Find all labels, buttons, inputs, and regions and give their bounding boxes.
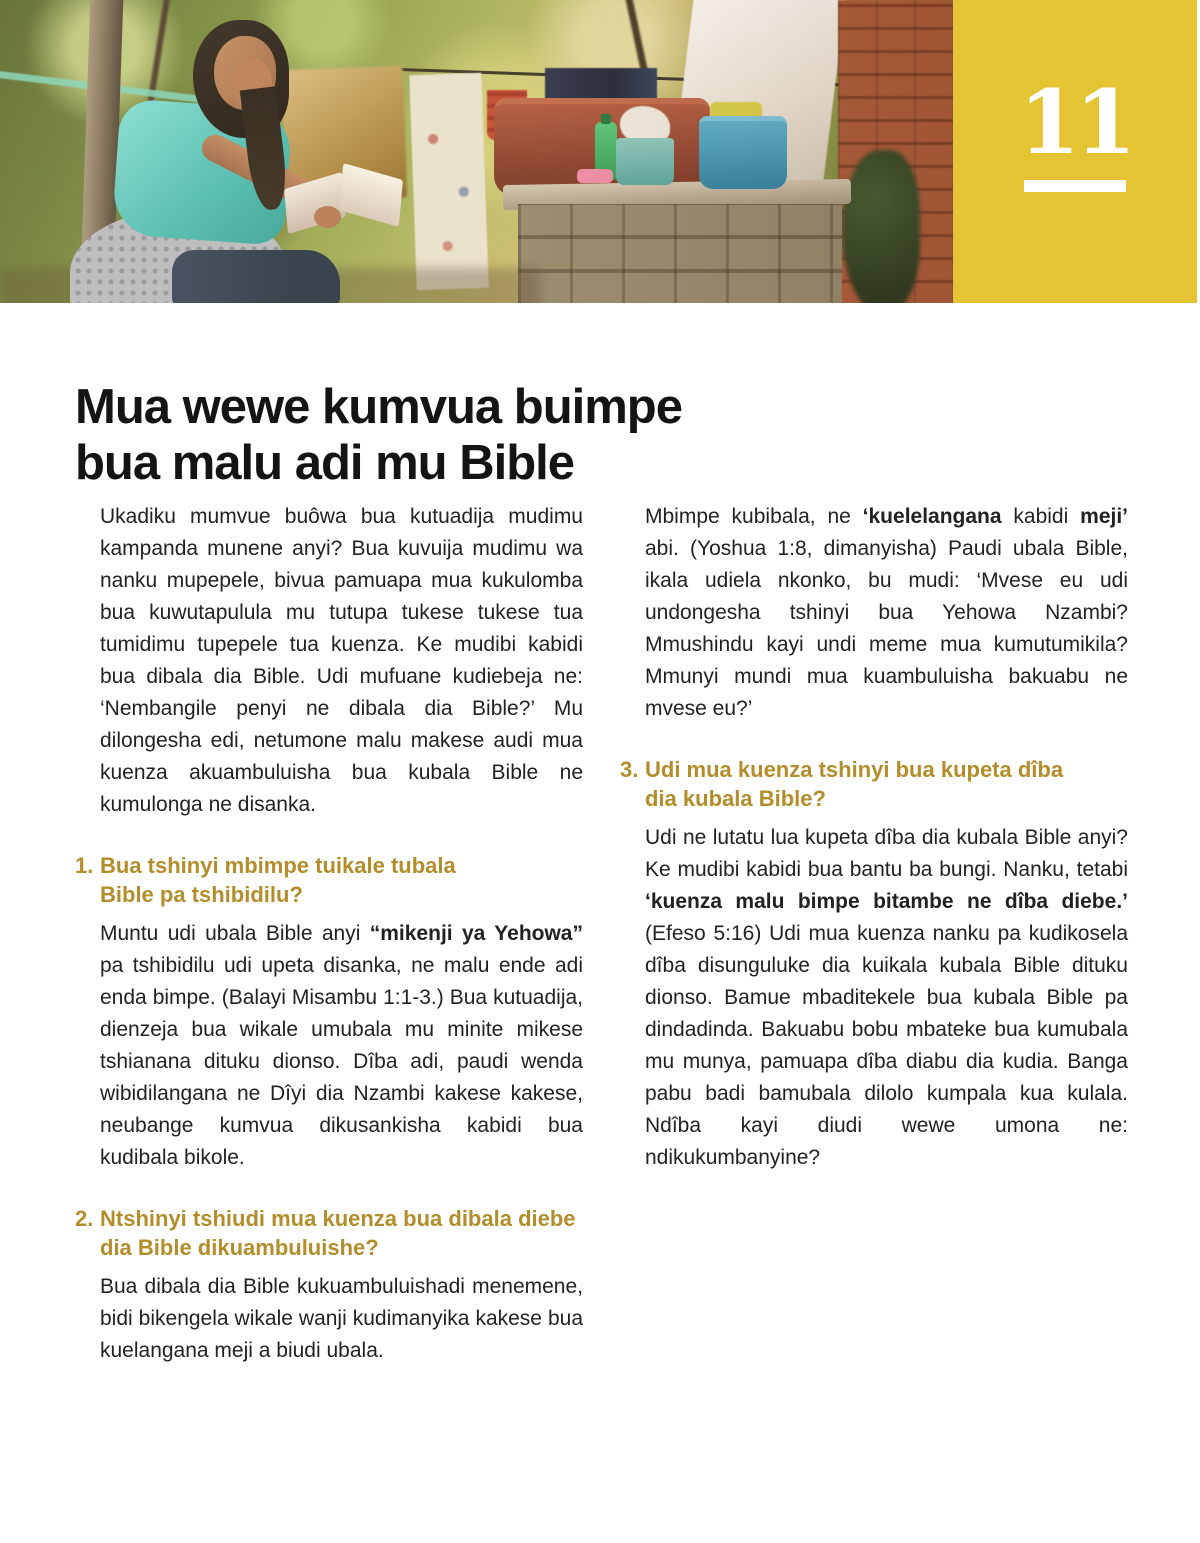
article-body xyxy=(75,501,1128,1367)
article-title-line2: bua malu adi mu Bible xyxy=(75,435,575,490)
green-bottle-cap xyxy=(601,114,611,124)
question-2-heading xyxy=(75,1204,583,1262)
intro-paragraph: Ukadiku mumvue buôwa bua kutuadija mudimu kampanda munene anyi? Bua kuvuija mudimu wa nanku mupepele, bivua pamuapa mua kukulomba bua kuwutapulula mu tutupa tukese tukese tua tumidimu tupepele tua kuenza. Ke mudibi kabidi bua dibala dia Bible. Udi mufuane kudiebeja ne: ‘Nembangile penyi ne dibala dia Bible?’ Mu dilongesha edi, netumone malu makese audi mua kuenza akuambuluisha bua kubala Bible ne kumulonga ne disanka. xyxy=(100,505,583,816)
article-title-line1: Mua wewe kumvua buimpe xyxy=(75,379,682,434)
paragraph-2 xyxy=(100,918,583,1174)
pink-soap xyxy=(577,169,613,183)
paragraph-4-bold2: meji’ xyxy=(1080,505,1128,528)
chapter-underline xyxy=(1024,180,1126,192)
question-2-number: 2. xyxy=(75,1206,94,1231)
paragraph-4 xyxy=(645,501,1128,725)
paragraph-4-seg0: Mbimpe kubibala, ne xyxy=(645,505,863,528)
left-column xyxy=(75,501,583,1367)
paragraph-5 xyxy=(645,822,1128,1174)
article-title xyxy=(75,379,682,491)
chapter-number: 11 xyxy=(1018,70,1132,174)
stone-stand-base xyxy=(518,204,842,303)
question-3-number: 3. xyxy=(620,757,639,782)
hero-section xyxy=(0,0,1200,303)
blue-bucket xyxy=(699,116,787,189)
question-3-heading xyxy=(620,755,1128,813)
hero-photo xyxy=(0,0,953,303)
paragraph-4-bold1: ‘kuelelangana xyxy=(862,505,1002,528)
paragraph-5-seg0: Udi ne lutatu lua kupeta dîba dia kubala Bible anyi? Ke mudibi kabidi bua bantu ba bungi. Nanku, tetabi xyxy=(645,826,1128,881)
woman-hand xyxy=(314,206,341,228)
teal-cup xyxy=(616,138,674,185)
question-1-text: Bua tshinyi mbimpe tuikale tubala Bible pa tshibidilu? xyxy=(100,853,456,907)
paragraph-2-seg2: pa tshibidilu udi upeta disanka, ne malu ende adi enda bimpe. (Balayi Misambu 1:1-3.) Bua kutuadija, dienzeja bua wikale umubala mu minite mikese tshianana dituku dionso. Dîba adi, paudi wenda wibidilangana ne Dîyi dia Nzambi kakese kakese, neubange kumvua dikusankisha kabidi bua kudibala bikole. xyxy=(100,954,583,1169)
question-1-number: 1. xyxy=(75,853,94,878)
paragraph-2-seg0: Muntu udi ubala Bible anyi xyxy=(100,922,370,945)
paragraph-5-bold-quote: ‘kuenza malu bimpe bitambe ne dîba diebe.’ xyxy=(645,890,1128,913)
woman-jeans xyxy=(172,250,340,303)
chapter-number-block xyxy=(953,0,1197,303)
question-3-text: Udi mua kuenza tshinyi bua kupeta dîba dia kubala Bible? xyxy=(645,757,1064,811)
paragraph-4-seg2: kabidi xyxy=(1001,505,1081,528)
hanging-patterned-cloth xyxy=(409,73,488,290)
paragraph-3: Bua dibala dia Bible kukuambuluishadi menemene, bidi bikengela wikale wanji kudimanyika kakese bua kuelangana meji a biudi ubala. xyxy=(100,1275,583,1362)
paragraph-4-seg4: abi. (Yoshua 1:8, dimanyisha) Paudi ubala Bible, ikala udiela nkonko, bu mudi: ‘Mvese eu udi undongesha tshinyi bua Yehowa Nzambi? Mmushindu kayi undi meme mua kumutumikila? Mmunyi mundi mua kuambuluisha bakuabu ne mvese eu?’ xyxy=(645,537,1128,720)
right-column xyxy=(620,501,1128,1367)
question-1-heading xyxy=(75,851,583,909)
dark-plant xyxy=(842,150,920,303)
paragraph-2-bold-quote: “mikenji ya Yehowa” xyxy=(369,922,583,945)
paragraph-5-seg2: (Efeso 5:16) Udi mua kuenza nanku pa kudikosela dîba disunguluke dia kuikala kubala Bible dituku dionso. Bamue mbaditekele bua kubala Bible pa dindadinda. Bakuabu bobu mbateke bua kumubala mu munya, pamuapa dîba diabu dia kudia. Banga pabu badi bamubala dilolo kumpala kua kulala. Ndîba kayi diudi wewe umona ne: ndikukumbanyine? xyxy=(645,922,1128,1169)
question-2-text: Ntshinyi tshiudi mua kuenza bua dibala diebe dia Bible dikuambuluishe? xyxy=(100,1206,576,1260)
